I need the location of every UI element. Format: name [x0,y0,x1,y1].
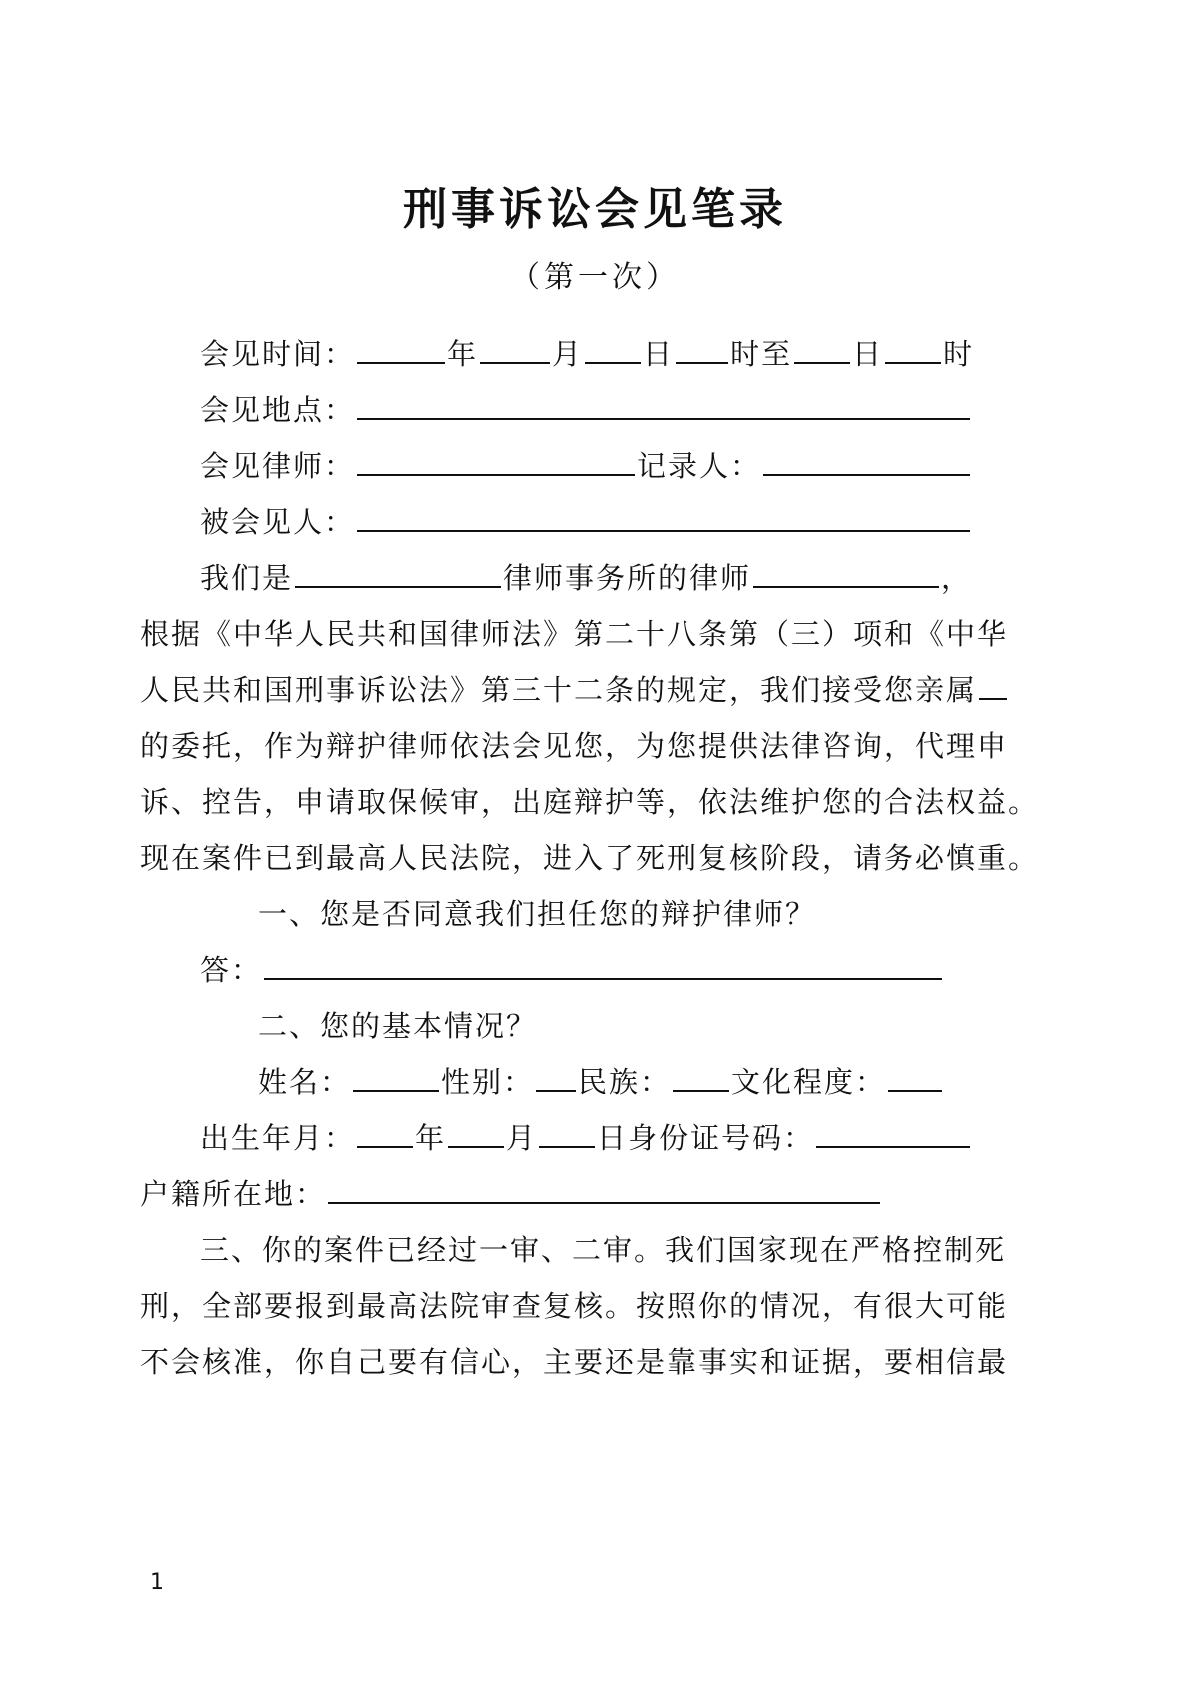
lawyer-name-blank[interactable] [753,556,939,588]
answer-1-row [200,948,944,992]
intro-line4: 的委托，作为辩护律师依法会见您，为您提供法律咨询，代理申 [140,729,1009,763]
intro-part2: 律师事务所的律师 [503,561,752,595]
id-number-blank[interactable] [816,1116,970,1148]
q3-line2: 刑，全部要报到最高法院审查复核。按照你的情况，有很大可能 [140,1289,1009,1323]
year-label: 年 [447,337,479,371]
education-blank[interactable] [888,1060,942,1092]
interviewee-row [200,500,972,544]
birth-label: 出生年月： [200,1121,356,1155]
meeting-place-row [200,388,972,432]
day2-label: 日 [852,337,884,371]
q3-row-2 [140,1284,1008,1328]
hour-to-label: 时至 [730,337,793,371]
question-1 [258,892,816,936]
answer-1-blank[interactable] [264,948,942,980]
q3-line3: 不会核准，你自己要有信心，主要还是靠事实和证据，要相信最 [140,1345,1009,1379]
meeting-place-blank[interactable] [357,388,970,420]
hour2-blank[interactable] [885,332,941,364]
lawyer-row [200,444,972,488]
meeting-time-row [200,332,975,376]
q3-row-3 [140,1340,1008,1384]
intro-line5: 诉、控告，申请取保候审，出庭辩护等，依法维护您的合法权益。 [140,785,1040,819]
q3-line1: 三、你的案件已经过一审、二审。我们国家现在严格控制死 [200,1233,1007,1267]
relative-blank[interactable] [979,668,1007,700]
birth-day-blank[interactable] [539,1116,595,1148]
q3-row-1 [200,1228,1006,1272]
basic-info-row [258,1060,944,1104]
document-title: 刑事诉讼会见笔录 [403,184,787,235]
recorder-label: 记录人： [637,449,762,483]
name-label: 姓名： [258,1065,352,1099]
recorder-blank[interactable] [763,444,970,476]
id-label: 身份证号码： [628,1121,815,1155]
question-2 [258,1004,537,1048]
birth-year-label: 年 [415,1121,447,1155]
lawyer-label: 会见律师： [200,449,356,483]
question-1-text: 一、您是否同意我们担任您的辩护律师？ [258,897,817,931]
meeting-place-label: 会见地点： [200,393,356,427]
meeting-time-label: 会见时间： [200,337,356,371]
household-label: 户籍所在地： [140,1177,327,1211]
hour-blank[interactable] [676,332,728,364]
law-firm-blank[interactable] [295,556,501,588]
household-blank[interactable] [328,1172,880,1204]
intro-line6: 现在案件已到最高人民法院，进入了死刑复核阶段，请务必慎重。 [140,841,1040,875]
intro-part3: ， [941,561,973,595]
intro-row-2 [140,612,1008,656]
ethnicity-label: 民族： [578,1065,672,1099]
answer-1-label: 答： [200,953,263,987]
day2-blank[interactable] [794,332,850,364]
question-2-text: 二、您的基本情况？ [258,1009,538,1043]
intro-line3: 人民共和国刑事诉讼法》第三十二条的规定，我们接受您亲属 [140,673,978,707]
month-blank[interactable] [480,332,550,364]
gender-label: 性别： [441,1065,535,1099]
intro-row-1 [200,556,973,600]
ethnicity-blank[interactable] [673,1060,729,1092]
year-blank[interactable] [357,332,445,364]
birth-row [200,1116,972,1160]
lawyer-blank[interactable] [357,444,635,476]
intro-part1: 我们是 [200,561,294,595]
intro-line2: 根据《中华人民共和国律师法》第二十八条第（三）项和《中华 [140,617,1009,651]
intro-row-3 [140,668,1009,712]
day-blank[interactable] [585,332,641,364]
gender-blank[interactable] [536,1060,576,1092]
interviewee-label: 被会见人： [200,505,356,539]
household-row [140,1172,882,1216]
hour2-label: 时 [943,337,975,371]
birth-month-blank[interactable] [448,1116,504,1148]
birth-day-label: 日 [597,1121,629,1155]
month-label: 月 [552,337,584,371]
day-label: 日 [643,337,675,371]
name-blank[interactable] [353,1060,439,1092]
page-number: 1 [150,1570,164,1595]
intro-row-5 [140,780,1039,824]
education-label: 文化程度： [731,1065,887,1099]
birth-month-label: 月 [506,1121,538,1155]
document-subtitle: （第一次） [510,260,680,295]
birth-year-blank[interactable] [357,1116,413,1148]
intro-row-4 [140,724,1008,768]
interviewee-blank[interactable] [357,500,970,532]
intro-row-6 [140,836,1039,880]
